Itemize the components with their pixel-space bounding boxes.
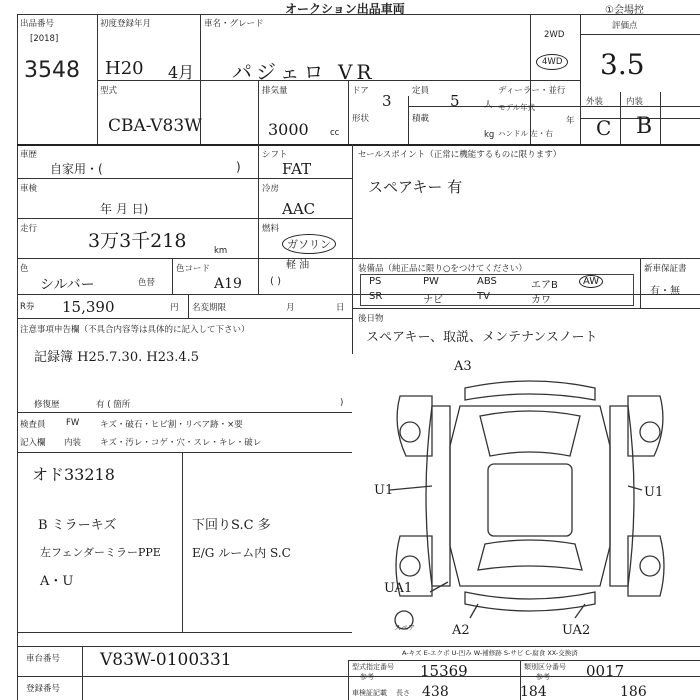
- capacity-unit: 人: [484, 100, 493, 110]
- class-value: 0017: [586, 662, 625, 680]
- equipment-grid: [360, 274, 634, 306]
- shift-value: FAT: [282, 160, 312, 178]
- model-cert-value: 15369: [420, 662, 468, 680]
- inspector-interior: 内装: [64, 438, 82, 448]
- grid-line: [660, 92, 661, 144]
- first-reg-month: 4月: [168, 63, 195, 82]
- fuel-paren: ( ): [270, 276, 281, 287]
- grid-line: [17, 144, 700, 146]
- inspection-label: 車検: [20, 184, 38, 194]
- ac-label: 冷房: [262, 184, 280, 194]
- cc-unit: cc: [330, 128, 340, 138]
- drive-2wd: 2WD: [544, 30, 565, 40]
- leader-line: [628, 486, 642, 490]
- car-damage-diagram: [370, 356, 690, 636]
- displacement-label: 排気量: [262, 86, 288, 96]
- lot-label: 出品番号: [20, 19, 55, 29]
- chassis-value: V83W-0100331: [100, 650, 232, 670]
- doors-label: ドア: [352, 86, 369, 96]
- front-bumper-shape: [465, 381, 595, 400]
- new-car-value: 有・無: [650, 286, 680, 297]
- equip-tv: TV: [477, 291, 490, 302]
- sheet-title: オークション出品車両: [285, 2, 405, 16]
- grid-line: [17, 318, 352, 319]
- diesel-label: 軽 油: [286, 260, 310, 271]
- grid-line: [182, 452, 183, 632]
- grid-line: [408, 106, 580, 107]
- new-car-label: 新車保証書: [644, 264, 687, 274]
- first-reg-value: H20: [105, 58, 144, 79]
- damage-mark-u1-left: U1: [374, 483, 394, 498]
- damage-mark-ua1: UA1: [384, 581, 413, 596]
- grid-line: [640, 258, 641, 308]
- first-reg-label: 初度登録年月: [100, 19, 152, 29]
- left-side-shape: [426, 406, 450, 586]
- registration-label: 登録番号: [26, 684, 61, 694]
- model-cert-label: 型式指定番号: [352, 663, 394, 671]
- carname-value: パジェロ VR: [232, 60, 376, 84]
- notes-title: 注意事項申告欄（不具合内容等は具体的に記入して下さい）: [20, 325, 250, 335]
- exterior-grade: C: [596, 116, 612, 140]
- size-label: 車検証記載: [352, 689, 387, 697]
- displacement-value: 3000: [268, 120, 309, 139]
- day-unit: 日: [336, 303, 345, 313]
- grid-line: [408, 96, 409, 144]
- damage-legend: A-キズ E-エクボ U-凹み W-補修跡 S-サビ C-腐食 XX-交換済: [402, 649, 578, 657]
- length-value: 438: [422, 684, 449, 700]
- grid-line: [172, 258, 173, 294]
- grid-line: [17, 452, 352, 453]
- inspector-note-mirror: B ミラーキズ: [38, 518, 117, 533]
- grid-line: [580, 34, 700, 35]
- length-label: 長さ: [396, 689, 410, 697]
- recycle-value: 15,390: [62, 298, 115, 316]
- inspector-note-underbody: 下回りS.C 多: [192, 518, 271, 533]
- capacity-label: 定員: [412, 86, 430, 96]
- grid-line: [258, 144, 259, 294]
- rear-bumper-shape: [465, 592, 595, 611]
- class-ref-label: 参考: [536, 673, 550, 681]
- selling-points-value: スペアキー 有: [368, 178, 463, 196]
- equip-abs: ABS: [477, 276, 497, 287]
- damage-mark-ua2: UA2: [562, 623, 591, 636]
- width-value: 184: [520, 684, 547, 700]
- ac-value: AAC: [282, 200, 316, 218]
- entry-label: 記入欄: [20, 438, 46, 448]
- leader-line: [575, 604, 585, 618]
- body-outline-shape: [450, 406, 610, 586]
- shape-label: 形状: [352, 114, 370, 124]
- right-side-shape: [610, 406, 634, 586]
- inspector-fw: FW: [66, 418, 80, 428]
- frame-left-line: [17, 14, 18, 700]
- left-front-wheel-shape: [400, 422, 420, 442]
- grid-line: [352, 308, 700, 309]
- repair-close: ): [340, 398, 344, 408]
- color-value: シルバー: [40, 277, 95, 293]
- color-change-label: 色替: [138, 278, 156, 288]
- exterior-label: 外装: [586, 97, 604, 107]
- rating-label: 評価点: [612, 21, 638, 31]
- grid-line: [188, 294, 189, 318]
- hood-shape: [480, 411, 580, 456]
- spare-label: スペア: [394, 624, 415, 632]
- inspector-note-au: A・U: [40, 574, 74, 589]
- km-unit: km: [214, 246, 228, 256]
- equipment-label: 装備品（純正品に限り○をつけてください）: [358, 264, 527, 274]
- inspector-row2: キズ・汚レ・コゲ・穴・スレ・キレ・破レ: [100, 438, 262, 448]
- grid-line: [352, 258, 700, 259]
- damage-mark-u1-right: U1: [644, 485, 664, 500]
- drive-4wd: 4WD: [536, 54, 568, 70]
- venue-tag: ①会場控: [605, 5, 644, 16]
- carname-label: 車名・グレード: [204, 19, 264, 29]
- inspector-label: 検査員: [20, 420, 46, 430]
- kg-unit: kg: [484, 130, 495, 140]
- rear-items-label: 後日物: [358, 314, 384, 324]
- inspector-note-engine: E/G ルーム内 S.C: [192, 546, 291, 560]
- odo-change-label: 名変期限: [192, 303, 227, 313]
- yen-unit: 円: [170, 303, 179, 313]
- grid-line: [530, 14, 531, 144]
- repair-label: 修復歴: [34, 400, 60, 410]
- damage-mark-a2: A2: [452, 623, 470, 636]
- grid-line: [258, 80, 259, 144]
- grid-line: [348, 660, 700, 661]
- equip-navi: ナビ: [423, 295, 443, 306]
- recycle-label: R券: [20, 302, 35, 312]
- height-value: 186: [620, 684, 647, 700]
- inspector-note-fender: 左フェンダーミラーPPE: [40, 546, 161, 559]
- fuel-value: ガソリン: [282, 234, 336, 254]
- grid-line: [17, 646, 700, 647]
- mileage-label: 走行: [20, 224, 38, 234]
- month-unit: 月: [286, 303, 295, 313]
- grid-line: [17, 412, 352, 413]
- equip-sr: SR: [369, 291, 383, 302]
- rear-items-value: スペアキー、取説、メンテナンスノート: [366, 330, 598, 345]
- right-rear-fender-shape: [628, 536, 664, 596]
- year-unit: 年: [566, 116, 575, 126]
- grid-line: [17, 632, 352, 633]
- class-label: 類別区分番号: [524, 663, 566, 671]
- capacity-value: 5: [450, 92, 460, 110]
- inspector-row1: キズ・破石・ヒビ割・リペア跡・×要: [100, 420, 243, 430]
- model-year-label: モデル年式: [498, 103, 536, 112]
- lot-number: 3548: [24, 58, 80, 83]
- right-front-wheel-shape: [640, 422, 660, 442]
- equip-leather: カワ: [531, 295, 551, 306]
- color-code-value: A19: [214, 276, 242, 292]
- grid-line: [258, 218, 352, 219]
- left-rear-wheel-shape: [400, 556, 420, 576]
- year-tag: [2018]: [30, 34, 59, 44]
- history-close: ): [236, 160, 241, 174]
- handle-label: ハンドル 左・右: [498, 129, 553, 138]
- grid-line: [620, 92, 621, 144]
- dealer-label: ディーラー・並行: [498, 86, 566, 96]
- model-cert-ref-label: 参考: [360, 673, 374, 681]
- load-label: 積載: [412, 114, 430, 124]
- color-label: 色: [20, 264, 29, 274]
- inspector-note-odo: オド33218: [32, 465, 115, 484]
- fuel-label: 燃料: [262, 224, 280, 234]
- grid-line: [258, 178, 352, 179]
- grid-line: [17, 218, 258, 219]
- inspection-date: 年 月 日): [100, 202, 149, 216]
- doors-value: 3: [382, 92, 392, 110]
- grid-line: [82, 646, 83, 700]
- grid-line: [348, 660, 349, 700]
- rating-value: 3.5: [600, 48, 645, 81]
- damage-mark-a3: A3: [454, 359, 472, 374]
- interior-label: 内装: [626, 97, 644, 107]
- equip-pw: PW: [423, 276, 439, 287]
- model-value: CBA-V83W: [108, 116, 202, 136]
- roof-shape: [488, 464, 572, 536]
- color-code-label: 色コード: [176, 264, 211, 274]
- equip-ps: PS: [369, 276, 382, 287]
- grid-line: [352, 144, 353, 354]
- leader-line: [430, 582, 448, 592]
- selling-points-label: セールスポイント（正常に機能するものに限ります）: [358, 150, 562, 160]
- shift-label: シフト: [262, 150, 288, 160]
- history-label: 車歴: [20, 150, 38, 160]
- notes-value: 記録簿 H25.7.30. H23.4.5: [34, 350, 200, 365]
- grid-line: [17, 178, 258, 179]
- mileage-value: 3万3千218: [88, 230, 187, 252]
- repair-value: 有 ( 箇所: [96, 400, 131, 410]
- grid-line: [97, 14, 98, 144]
- rear-window-shape: [478, 540, 582, 570]
- equip-airbag: エアB: [531, 280, 558, 291]
- equip-aw: AW: [579, 275, 603, 288]
- history-value: 自家用・(: [50, 162, 103, 176]
- chassis-label: 車台番号: [26, 654, 61, 664]
- interior-grade: B: [636, 114, 653, 139]
- model-label: 型式: [100, 86, 118, 96]
- grid-line: [348, 80, 349, 144]
- right-rear-wheel-shape: [640, 556, 660, 576]
